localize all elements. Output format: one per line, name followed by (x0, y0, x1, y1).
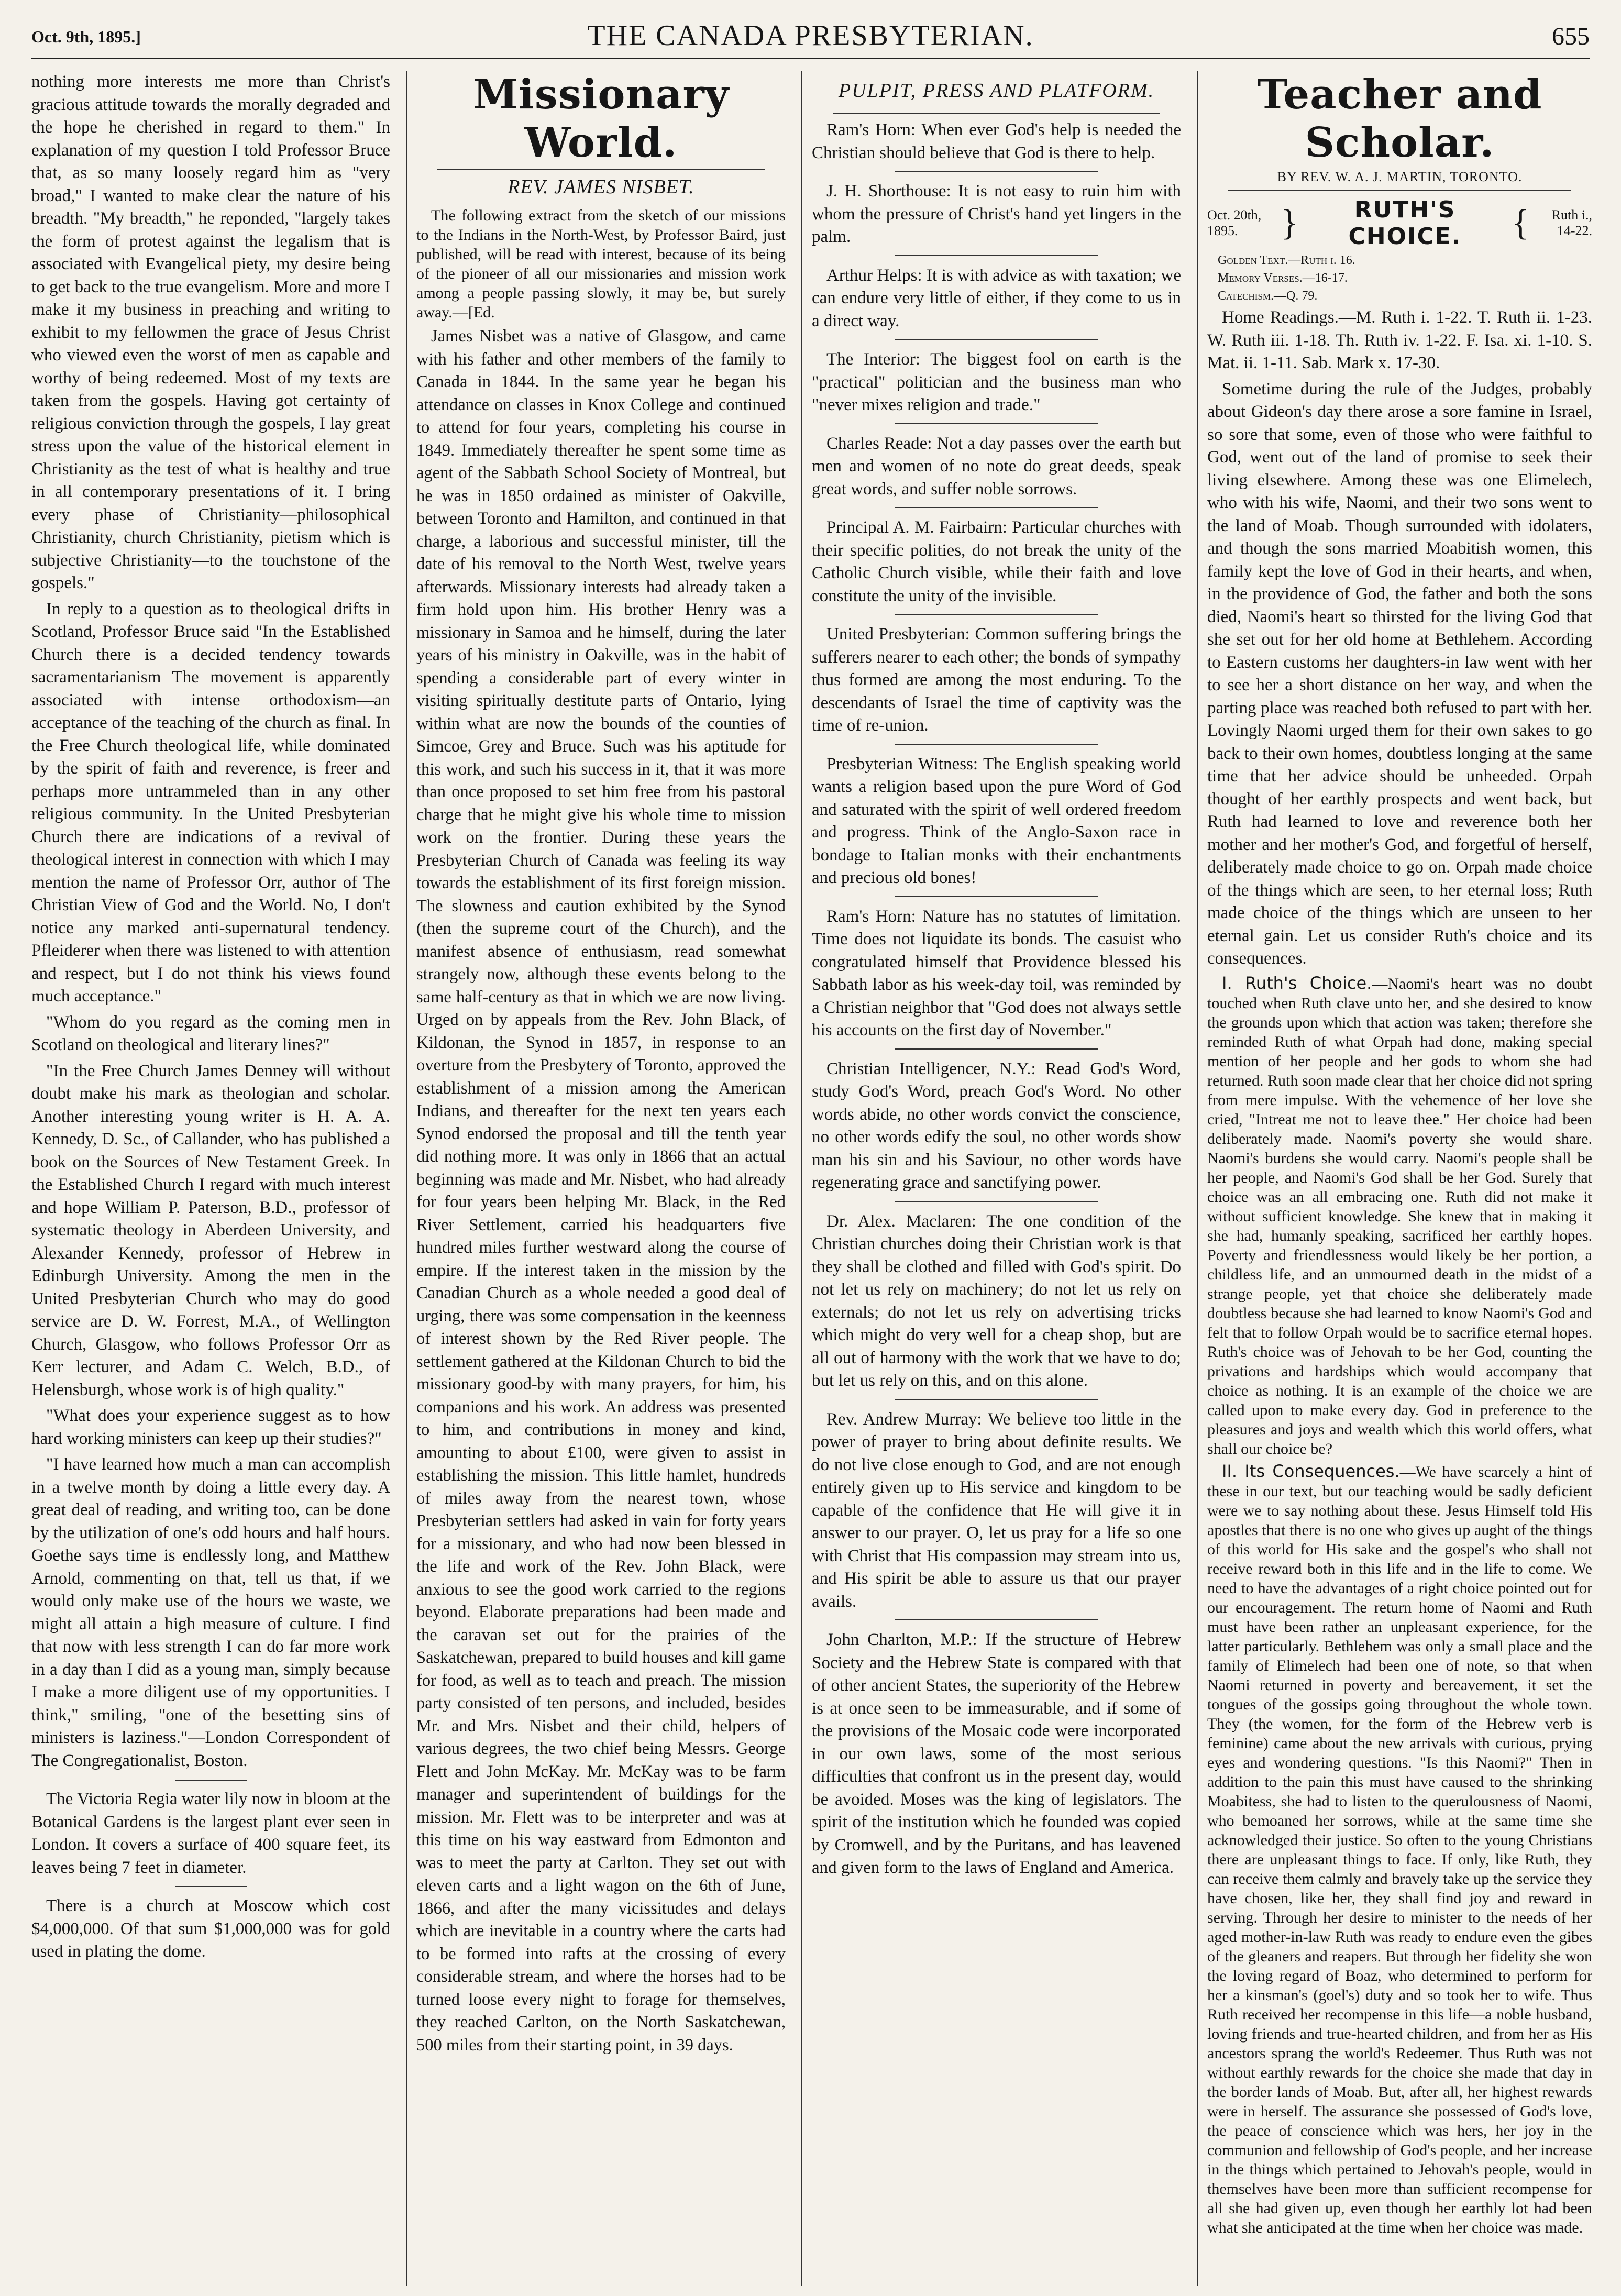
lesson-date: Oct. 20th, 1895. (1207, 207, 1262, 238)
brace-left: } (1281, 203, 1298, 243)
quote-item: Charles Reade: Not a day passes over the earth but men and women of no note do great deeds, speak great words, and suffer noble sorrows. (812, 434, 1181, 499)
divider (895, 507, 1098, 508)
section-title-missionary-world: Missionary World. (472, 71, 730, 167)
divider (895, 1048, 1098, 1050)
lesson-point-1 (1207, 974, 1592, 1459)
lesson-reference: Ruth i., 14-22. (1551, 207, 1592, 238)
quote-item: Presbyterian Witness: The English speaking world wants a religion based upon the pure Word of God and saturated with the spirit of well ordered freedom and progress. Think of the Anglo-Saxon race in bondage to Italian monks with their enchantments and precious old bones! (812, 754, 1181, 887)
divider (895, 896, 1098, 897)
col1-paragraph: In reply to a question as to theological drifts in Scotland, Professor Bruce said "In the Established Church there is a decided tendency towards sacramentarianism The movement is apparently associated with intense orthodoxism—an acceptance of the teaching of the church as final. In the Free Church theological life, while dominated by the spirit of faith and reverence, is freer and perhaps more untrammeled than in any other religious community. In the United Presbyterian Church there are indications of a revival of theological interest in connection with which I may mention the name of Professor Orr, author of The Christian View of God and the World. No, I don't notice any marked anti-supernatural tendency. Pfleiderer when there was listened to with attention and respect, but I do not think his views found much acceptance." (31, 599, 390, 1006)
article-body: James Nisbet was a native of Glasgow, and came with his father and other members of the family to Canada in 1844. In the same year he began his attendance on classes in Knox College and continued to attend for four years, completing his course in 1849. Immediately thereafter he spent some time as agent of the Sabbath School Society of Montreal, but he was in 1850 ordained as minister of Oakville, between Toronto and Hamilton, and continued in that charge, a laborious and successful minister, till the date of his removal to the North West, twelve years afterwards. Missionary interests had already taken a firm hold upon him. His brother Henry was a missionary in Samoa and he himself, during the later years of his ministry in Oakville, was in the habit of spending a considerable part of every winter in visiting spiritually destitute parts of Ontario, lying within what are now the bounds of the counties of Simcoe, Grey and Bruce. Such was his aptitude for this work, and such his success in it, that it was more than once proposed to set him free from his pastoral charge that he might give his whole time to mission work on the frontier. During these years the Presbyterian Church of Canada was feeling its way towards the establishment of its first foreign mission. The slowness and caution exhibited by the Synod (then the supreme court of the Church), and the manifest absence of enthusiasm, read somewhat strangely now, although these events belong to the same half-century as that in which we are now living. Urged on by appeals from the Rev. John Black, of Kildonan, the Synod in 1857, in response to an overture from the Presbytery of Toronto, approved the establishment of a mission among the American Indians, and thereafter for the next ten years each Synod endorsed the proposal and till the tenth year did nothing more. It was only in 1866 that an actual beginning was made and Mr. Nisbet, who had already for four years been helping Mr. Black, in the Red River Settlement, carried his headquarters five hundred miles further westward along the course of empire. If the interest taken in the mission by the Canadian Church as a whole needed a good deal of urging, there was some compensation in the keenness of interest shown by the Red River people. The settlement gathered at the Kildonan Church to bid the missionary good-by with many prayers, for him, his companions and his work. An address was presented to him, and contributions in money and kind, amounting to about £100, were given to assist in establishing the mission. This little hamlet, hundreds of miles away from the nearest town, whose Presbyterian settlers had asked in vain for forty years for a missionary, and who had now been blessed in the life and work of the Rev. John Black, were anxious to see the good work carried to the regions beyond. Elaborate preparations had been made and the caravan set out for the prairies of the Saskatchewan, prepared to build houses and kill game for food, as well as to teach and preach. The mission party consisted of ten persons, and included, besides Mr. and Mrs. Nisbet and their child, helpers of various degrees, the two chief being Messrs. George Flett and John McKay. Mr. McKay was to be farm manager and superintendent of buildings for the mission. Mr. Flett was to be interpreter and was at this time on his way eastward from Edmonton and was to meet the party at Carlton. They set out with eleven carts and a light wagon on the 6th of June, 1866, and after the many vicissitudes and delays which are inevitable in a country where the carts had to be formed into rafts at the crossing of every considerable stream, and where the horses had to be turned loose every night to forage for themselves, they reached Carlton, on the North Saskatchewan, 500 miles from their starting point, in 39 days. (416, 327, 786, 2055)
quote-item: Arthur Helps: It is with advice as with taxation; we can endure very little of either, if they come to us in a direct way. (812, 266, 1181, 330)
column-2 (406, 71, 786, 2286)
divider (175, 1780, 247, 1781)
quote-item: United Presbyterian: Common suffering brings the sufferers nearer to each other; the bonds of sympathy thus formed are among the most enduring. To the descendants of Israel the time of captivity was the time of re-union. (812, 625, 1181, 735)
lesson-intro: Sometime during the rule of the Judges, probably about Gideon's day there arose a sore famine in Israel, so sore that some, even of those who were faithful to God, went out of the land of promise to seek their living elsewhere. Among these was one Elimelech, who with his wife, Naomi, and their two sons went to the land of Moab. Though surrounded with idolaters, and though the sons married Moabitish women, this family kept the love of God in their hearts, and when, in the providence of God, the father and both the sons died, Naomi's heart so thirsted for the living God that she set out for her old home at Bethlehem. According to Eastern customs her daughters-in law went with her to see her a short distance on her way, and when the parting place was reached both refused to part with her. Lovingly Naomi urged them for their own sakes to go back to their own homes, doubtless longing at the same time that her advice should be unheeded. Orpah thought of her earthly prospects and went back, but Ruth had learned to love and reverence both her mother and her mother's God, and forgetful of herself, deliberately made choice to go on. Orpah made choice of the things which are seen, to her eternal loss; Ruth made choice of the things which are unseen to her eternal gain. Let us consider Ruth's choice and its consequences. (1207, 379, 1592, 968)
quote-item: John Charlton, M.P.: If the structure of Hebrew Society and the Hebrew State is compared with that of other ancient States, the superiority of the Hebrew is at once seen to be immeasurable, and if some of the provisions of the Mosaic code were incorporated in our own laws, some of the most serious difficulties that confront us in the present day, would be avoided. Moses was the king of legislators. The spirit of the institution which he founded was copied by Cromwell, and by the Puritans, and has leavened and given form to the laws of England and America. (812, 1630, 1181, 1877)
divider (175, 1886, 247, 1887)
quote-item: The Interior: The biggest fool on earth is the "practical" politician and the business man who "never mixes religion and trade." (812, 350, 1181, 414)
column-1 (31, 71, 390, 2286)
quote-item: J. H. Shorthouse: It is not easy to ruin him with whom the pressure of Christ's hand yet lingers in the palm. (812, 182, 1181, 246)
editor-intro: The following extract from the sketch of our missions to the Indians in the North-West, by Professor Baird, just published, will be read with interest, because of its being of the pioneer of all our missionaries and mission work among a people passing slowly, it may be, but surely away.—[Ed. (416, 207, 786, 321)
column-3 (801, 71, 1181, 2286)
byline: BY REV. W. A. J. MARTIN, TORONTO. (1277, 169, 1523, 184)
page-header (31, 16, 1590, 58)
col1-paragraph: "In the Free Church James Denney will without doubt make his mark as theologian and scholar. Another interesting young writer is H. A. A. Kennedy, D. Sc., of Callander, who has published a book on the Sources of New Testament Greek. In the Established Church I regard with much interest and hope William P. Paterson, B.D., professor of systematic theology in Aberdeen University, and Alexander Kennedy, professor of Hebrew in Edinburgh University. Among the men in the United Presbyterian Church who may do good service are D. W. Forrest, M.A., of Wellington Church, Glasgow, who follows Professor Orr as Kerr lecturer, and Adam C. Welch, B.D., of Helensburgh, whose work is of high quality." (31, 1061, 390, 1399)
point-2-heading: II. Its Consequences. (1222, 1461, 1400, 1481)
divider (895, 614, 1098, 615)
point-1-text: —Naomi's heart was no doubt touched when Ruth clave unto her, and she desired to know the grounds upon which that action was taken; therefore she reminded Ruth of what Orpah had done, making special mention of her people and her gods to whom she had returned. Ruth soon made clear that her choice did not spring from mere impulse. With the vehemence of her love she cried, "Intreat me not to leave thee." Her choice had been deliberately made. Naomi's poverty she would share. Naomi's burdens she would carry. Naomi's people shall be her people, and Naomi's God shall be her God. Surely that choice was an all embracing one. Ruth did not make it without sufficient knowledge. She knew that in making it she had, humanly speaking, sacrificed her earthly hopes. Poverty and friendlessness would likely be her portion, a childless life, and an unmourned death in the midst of a strange people, yet that choice she deliberately made doubtless because she had learned to know Naomi's God and felt that to follow Orpah would be to sacrifice eternal hopes. Ruth's choice was of Jehovah to be her God, counting the privations and hardships which would accompany that choice as nothing. It is an example of the choice we are called upon to make every day. God in preference to the pleasures and joys and wealth which this world offers, what shall our choice be? (1207, 975, 1592, 1458)
lesson-heading (1207, 196, 1592, 250)
header-rule (31, 58, 1590, 59)
quote-item: Ram's Horn: Nature has no statutes of limitation. Time does not liquidate its bonds. The casuist who congratulated himself that Providence blessed his Sabbath labor as his week-day toil, was reminded by a Christian neighbor that "God does not always settle his accounts on the first day of November." (812, 907, 1181, 1040)
brace-right: { (1512, 203, 1529, 243)
newspaper-title: THE CANADA PRESBYTERIAN. (587, 19, 1034, 52)
divider (895, 1619, 1098, 1620)
brief-victoria-regia: The Victoria Regia water lily now in bloom at the Botanical Gardens is the largest plant ever seen in London. It covers a surface of 400 square feet, its leaves being 7 feet in diameter. (31, 1790, 390, 1877)
point-2-text: —We have scarcely a hint of these in our text, but our teaching would be sadly deficient were we to say nothing about these. Jesus Himself told His apostles that there is no one who gives up aught of the things of this world for His sake and the gospel's who shall not receive reward both in this life and in the life to come. We need to have the advantages of a right choice pointed out for our encouragement. The return home of Naomi and Ruth must have been rather an unpleasant experience, for the latter particularly. Bethlehem was only a small place and the family of Elimelech had been one of note, so that when Naomi returned in poverty and bereavement, it set the tongues of the gossips going throughout the whole town. They (the women, for the form of the Hebrew verb is feminine) came about the new arrivals with curious, prying eyes and wondering questions. "Is this Naomi?" Then in addition to the pain this must have caused to the shrinking Moabitess, she had to listen to the querulousness of Naomi, who bemoaned her sorrows, while at the same time she acknowledged their justice. So often to the young Christians there are unpleasant things to face. If only, like Ruth, they can receive them calmly and bravely take up the service they have chosen, like her, they shall find joy and reward in serving. Through her desire to minister to the needs of her aged mother-in-law Ruth was ready to endure even the gibes of the gleaners and reapers. But through her fidelity she won the loving regard of Boaz, who determined to perform for her a kinsman's (goel's) duty and so took her to wife. Thus Ruth received her recompense in this life—a noble husband, loving friends and true-hearted children, and from her as His ancestors sprang the world's Redeemer. Thus Ruth was not without earthly rewards for the choice she made that day in the border lands of Moab. But, after all, her highest rewards were in herself. The assurance she possessed of God's love, the peace of conscience which was hers, her joy in the communion and fellowship of God's people, and her increase in the things which pertained to Jehovah's people, would in themselves have been more than sufficient recompense for all she had given up, even though her earthly lot had been what she anticipated at the time when her choice was made. (1207, 1463, 1592, 2236)
quote-item: Ram's Horn: When ever God's help is needed the Christian should believe that God is there to help. (812, 120, 1181, 162)
section-title-pulpit-press-platform: PULPIT, PRESS AND PLATFORM. (838, 80, 1155, 102)
home-readings: Home Readings.—M. Ruth i. 1-22. T. Ruth ii. 1-23. W. Ruth iii. 1-18. Th. Ruth iv. 1-22. F. Isa. xi. 1-10. S. Mat. ii. 1-11. Sab. Mark x. 17-30. (1207, 308, 1592, 372)
quote-item: Principal A. M. Fairbairn: Particular churches with their specific polities, do not break the unity of the Catholic Church visible, while their faith and love constitute the unity of the invisible. (812, 518, 1181, 605)
col1-paragraph: "Whom do you regard as the coming men in Scotland on theological and literary lines?" (31, 1012, 390, 1054)
memory-verses: Memory Verses.—16-17. (1218, 271, 1348, 285)
col1-paragraph: "I have learned how much a man can accomplish in a twelve month by doing a little every day. A great deal of reading, and writing too, can be done by the utilization of one's odd hours and half hours. Goethe says time is endlessly long, and Matthew Arnold, commenting on that, tell us that, if we would only make use of the hours we waste, we might all attain a high measure of culture. I find that now with less strength I can do far more work in a day than I did as a young man, simply because I make a more diligent use of my opportunities. I think," smiling, "one of the besetting sins of ministers is laziness."—London Correspondent of The Congregationalist, Boston. (31, 1455, 390, 1770)
page-number: 655 (1552, 23, 1590, 50)
divider (437, 169, 765, 170)
divider (1228, 190, 1571, 191)
point-1-heading: I. Ruth's Choice. (1222, 973, 1372, 993)
section-title-teacher-and-scholar: Teacher and Scholar. (1257, 71, 1542, 167)
divider (895, 744, 1098, 745)
quote-item: Christian Intelligencer, N.Y.: Read God's Word, study God's Word, preach God's Word. No other words abide, no other words convict the conscience, no other words edify the soul, no other words show man his sin and his Saviour, no other words have regenerating grace and sanctifying power. (812, 1059, 1181, 1192)
golden-text: Golden Text.—Ruth i. 16. (1218, 253, 1355, 267)
divider (895, 423, 1098, 424)
divider (895, 1399, 1098, 1400)
article-title: REV. JAMES NISBET. (508, 176, 694, 198)
catechism: Catechism.—Q. 79. (1218, 289, 1318, 303)
divider (895, 339, 1098, 340)
brief-moscow-church: There is a church at Moscow which cost $4,000,000. Of that sum $1,000,000 was for gold used in plating the dome. (31, 1896, 390, 1961)
divider (833, 113, 1160, 114)
quote-item: Dr. Alex. Maclaren: The one condition of the Christian churches doing their Christian work is that they shall be clothed and filled with God's spirit. Do not let us rely on machinery; do not let us rely on externals; do not let us rely on advertising tricks which might do very well for a cheap shop, but are all out of harmony with the work that we have to do; but let us rely on this, and on this alone. (812, 1211, 1181, 1390)
lesson-title: RUTH'S CHOICE. (1348, 196, 1462, 250)
issue-date: Oct. 9th, 1895.] (31, 27, 141, 46)
lesson-point-2 (1207, 1462, 1592, 2237)
quote-item: Rev. Andrew Murray: We believe too little in the power of prayer to bring about definite results. We do not live close enough to God, and are not enough entirely given up to His service and kingdom to be capable of the confidence that He will give it in answer to our prayer. O, let us pray for a life so one with Christ that His compassion may stream into us, and His spirit be able to assure us that our prayer avails. (812, 1409, 1181, 1611)
col1-paragraph: nothing more interests me more than Christ's gracious attitude towards the morally degraded and the hope he cherished in regard to them." In explanation of my question I told Professor Bruce that, as so many loosely regard him as "very broad," I wanted to make clear the nature of his breadth. "My breadth," he reponded, "largely takes the form of protest against the legalism that is associated with Evangelical piety, my desire being to get back to the true evangelism. More and more I make it my business in preaching and writing to exhibit to my fellowmen the grace of Jesus Christ who viewed even the worst of men as capable and worthy of being redeemed. Most of my texts are taken from the gospels. Having got certainty of religious conviction through the gospels, I lay great stress upon the value of the historical element in Christianity as the test of what is healthy and true in all contemporary presentations of it. I bring every phase of Christianity—philosophical Christianity, church Christianity, pietism which is subjective Christianity—to the touchstone of the gospels." (31, 72, 390, 592)
divider (895, 1201, 1098, 1202)
column-4 (1197, 71, 1592, 2286)
divider (895, 171, 1098, 172)
col1-paragraph: "What does your experience suggest as to how hard working ministers can keep up their studies?" (31, 1406, 390, 1448)
divider (895, 255, 1098, 256)
